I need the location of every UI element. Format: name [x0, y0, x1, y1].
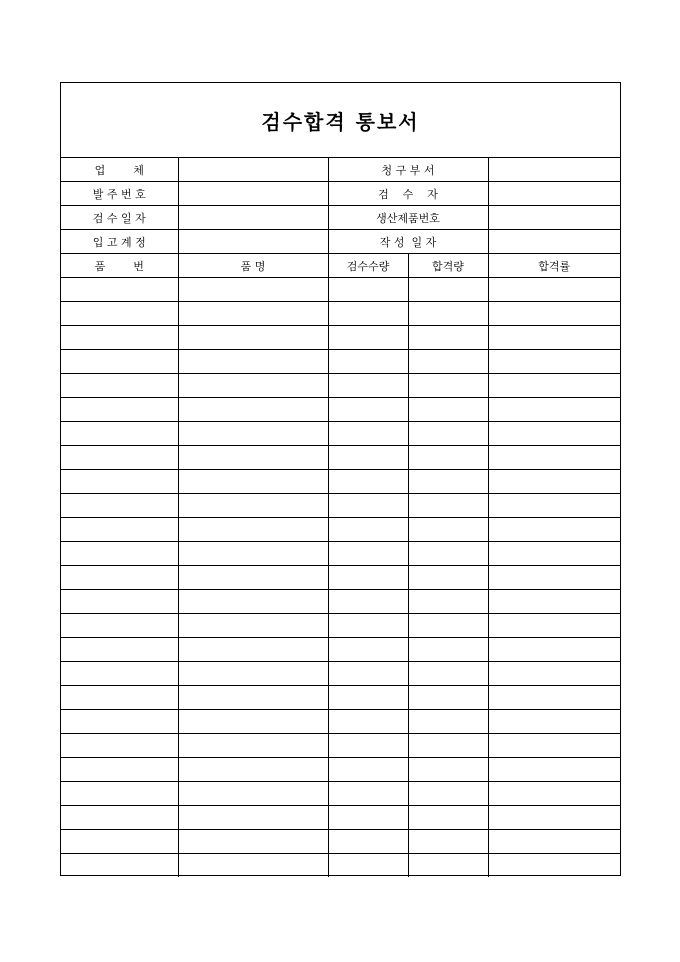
item-name-cell[interactable]: [178, 686, 328, 710]
item-number-cell[interactable]: [61, 422, 178, 446]
item-number-cell[interactable]: [61, 686, 178, 710]
item-name-cell[interactable]: [178, 326, 328, 350]
col-header-item-number: 품 번: [61, 254, 178, 278]
requesting-dept-label: 청 구 부 서: [328, 158, 488, 182]
inspected-qty-cell[interactable]: [328, 830, 408, 854]
item-name-cell[interactable]: [178, 662, 328, 686]
item-name-cell[interactable]: [178, 782, 328, 806]
passed-qty-cell[interactable]: [408, 398, 488, 422]
pass-rate-cell[interactable]: [488, 638, 620, 662]
inspected-qty-cell[interactable]: [328, 758, 408, 782]
inspected-qty-cell[interactable]: [328, 806, 408, 830]
info-row: [61, 230, 620, 254]
table-row: [61, 638, 620, 662]
passed-qty-cell[interactable]: [408, 854, 488, 878]
table-row: [61, 614, 620, 638]
pass-rate-cell[interactable]: [488, 782, 620, 806]
item-name-cell[interactable]: [178, 302, 328, 326]
item-name-cell[interactable]: [178, 422, 328, 446]
item-number-cell[interactable]: [61, 326, 178, 350]
table-row: [61, 734, 620, 758]
item-name-cell[interactable]: [178, 590, 328, 614]
item-name-cell[interactable]: [178, 614, 328, 638]
table-row: [61, 350, 620, 374]
pass-rate-cell[interactable]: [488, 542, 620, 566]
inspected-qty-cell[interactable]: [328, 278, 408, 302]
pass-rate-cell[interactable]: [488, 734, 620, 758]
written-date-value[interactable]: [488, 230, 620, 254]
passed-qty-cell[interactable]: [408, 302, 488, 326]
title-section: [61, 83, 620, 158]
inspected-qty-cell[interactable]: [328, 422, 408, 446]
table-row: [61, 470, 620, 494]
table-row: [61, 782, 620, 806]
item-name-cell[interactable]: [178, 758, 328, 782]
pass-rate-cell[interactable]: [488, 566, 620, 590]
passed-qty-cell[interactable]: [408, 422, 488, 446]
passed-qty-cell[interactable]: [408, 638, 488, 662]
inspected-qty-cell[interactable]: [328, 326, 408, 350]
item-number-cell[interactable]: [61, 374, 178, 398]
item-number-cell[interactable]: [61, 638, 178, 662]
table-row: [61, 854, 620, 878]
item-number-cell[interactable]: [61, 542, 178, 566]
pass-rate-cell[interactable]: [488, 302, 620, 326]
pass-rate-cell[interactable]: [488, 398, 620, 422]
item-number-cell[interactable]: [61, 494, 178, 518]
passed-qty-cell[interactable]: [408, 350, 488, 374]
receipt-account-value[interactable]: [178, 230, 328, 254]
pass-rate-cell[interactable]: [488, 590, 620, 614]
inspected-qty-cell[interactable]: [328, 302, 408, 326]
item-number-cell[interactable]: [61, 590, 178, 614]
passed-qty-cell[interactable]: [408, 830, 488, 854]
passed-qty-cell[interactable]: [408, 614, 488, 638]
table-row: [61, 374, 620, 398]
pass-rate-cell[interactable]: [488, 422, 620, 446]
requesting-dept-value[interactable]: [488, 158, 620, 182]
order-number-value[interactable]: [178, 182, 328, 206]
table-row: [61, 806, 620, 830]
table-row: [61, 662, 620, 686]
pass-rate-cell[interactable]: [488, 758, 620, 782]
info-row: [61, 182, 620, 206]
inspected-qty-cell[interactable]: [328, 590, 408, 614]
document-title: 검수합격 통보서: [261, 109, 420, 134]
inspected-qty-cell[interactable]: [328, 854, 408, 878]
table-row: [61, 758, 620, 782]
passed-qty-cell[interactable]: [408, 278, 488, 302]
inspector-value[interactable]: [488, 182, 620, 206]
item-number-cell[interactable]: [61, 518, 178, 542]
item-number-cell[interactable]: [61, 470, 178, 494]
pass-rate-cell[interactable]: [488, 470, 620, 494]
pass-rate-cell[interactable]: [488, 614, 620, 638]
inspected-qty-cell[interactable]: [328, 350, 408, 374]
item-number-cell[interactable]: [61, 446, 178, 470]
item-number-cell[interactable]: [61, 734, 178, 758]
table-row: [61, 446, 620, 470]
passed-qty-cell[interactable]: [408, 470, 488, 494]
pass-rate-cell[interactable]: [488, 494, 620, 518]
pass-rate-cell[interactable]: [488, 350, 620, 374]
passed-qty-cell[interactable]: [408, 446, 488, 470]
inspected-qty-cell[interactable]: [328, 542, 408, 566]
table-row: [61, 422, 620, 446]
inspected-qty-cell[interactable]: [328, 662, 408, 686]
item-name-cell[interactable]: [178, 806, 328, 830]
info-row: [61, 158, 620, 182]
passed-qty-cell[interactable]: [408, 782, 488, 806]
pass-rate-cell[interactable]: [488, 686, 620, 710]
table-row: [61, 830, 620, 854]
item-number-cell[interactable]: [61, 566, 178, 590]
receipt-account-label: 입 고 계 정: [61, 230, 178, 254]
inspected-qty-cell[interactable]: [328, 614, 408, 638]
inspected-qty-cell[interactable]: [328, 566, 408, 590]
passed-qty-cell[interactable]: [408, 518, 488, 542]
inspection-date-value[interactable]: [178, 206, 328, 230]
item-number-cell[interactable]: [61, 662, 178, 686]
table-row: [61, 566, 620, 590]
pass-rate-cell[interactable]: [488, 518, 620, 542]
item-name-cell[interactable]: [178, 446, 328, 470]
table-row: [61, 494, 620, 518]
item-number-cell[interactable]: [61, 782, 178, 806]
passed-qty-cell[interactable]: [408, 710, 488, 734]
inspected-qty-cell[interactable]: [328, 710, 408, 734]
item-name-cell[interactable]: [178, 470, 328, 494]
pass-rate-cell[interactable]: [488, 830, 620, 854]
item-number-cell[interactable]: [61, 398, 178, 422]
passed-qty-cell[interactable]: [408, 566, 488, 590]
inspected-qty-cell[interactable]: [328, 446, 408, 470]
pass-rate-cell[interactable]: [488, 710, 620, 734]
item-name-cell[interactable]: [178, 542, 328, 566]
inspection-date-label: 검 수 일 자: [61, 206, 178, 230]
inspector-label: 검 수 자: [328, 182, 488, 206]
item-name-cell[interactable]: [178, 278, 328, 302]
form-table: [61, 158, 620, 877]
passed-qty-cell[interactable]: [408, 374, 488, 398]
inspected-qty-cell[interactable]: [328, 470, 408, 494]
item-number-cell[interactable]: [61, 854, 178, 878]
inspected-qty-cell[interactable]: [328, 638, 408, 662]
item-name-cell[interactable]: [178, 638, 328, 662]
table-row: [61, 542, 620, 566]
table-row: [61, 278, 620, 302]
item-name-cell[interactable]: [178, 374, 328, 398]
pass-rate-cell[interactable]: [488, 446, 620, 470]
table-row: [61, 398, 620, 422]
item-name-cell[interactable]: [178, 494, 328, 518]
pass-rate-cell[interactable]: [488, 326, 620, 350]
inspected-qty-cell[interactable]: [328, 398, 408, 422]
inspected-qty-cell[interactable]: [328, 518, 408, 542]
passed-qty-cell[interactable]: [408, 590, 488, 614]
passed-qty-cell[interactable]: [408, 686, 488, 710]
item-name-cell[interactable]: [178, 830, 328, 854]
info-row: [61, 206, 620, 230]
inspected-qty-cell[interactable]: [328, 686, 408, 710]
pass-rate-cell[interactable]: [488, 374, 620, 398]
inspection-pass-notice-form: [60, 82, 621, 876]
item-number-cell[interactable]: [61, 710, 178, 734]
table-row: [61, 518, 620, 542]
item-name-cell[interactable]: [178, 734, 328, 758]
passed-qty-cell[interactable]: [408, 662, 488, 686]
col-header-pass-rate: 합격률: [488, 254, 620, 278]
col-header-inspected-qty: 검수수량: [328, 254, 408, 278]
pass-rate-cell[interactable]: [488, 854, 620, 878]
column-header-row: [61, 254, 620, 278]
vendor-value[interactable]: [178, 158, 328, 182]
item-name-cell[interactable]: [178, 710, 328, 734]
inspected-qty-cell[interactable]: [328, 374, 408, 398]
pass-rate-cell[interactable]: [488, 662, 620, 686]
product-number-value[interactable]: [488, 206, 620, 230]
passed-qty-cell[interactable]: [408, 494, 488, 518]
inspected-qty-cell[interactable]: [328, 734, 408, 758]
product-number-label: 생산제품번호: [328, 206, 488, 230]
table-row: [61, 302, 620, 326]
passed-qty-cell[interactable]: [408, 542, 488, 566]
col-header-passed-qty: 합격량: [408, 254, 488, 278]
passed-qty-cell[interactable]: [408, 758, 488, 782]
item-name-cell[interactable]: [178, 566, 328, 590]
item-number-cell[interactable]: [61, 302, 178, 326]
table-row: [61, 710, 620, 734]
inspected-qty-cell[interactable]: [328, 494, 408, 518]
order-number-label: 발 주 번 호: [61, 182, 178, 206]
table-row: [61, 590, 620, 614]
item-number-cell[interactable]: [61, 758, 178, 782]
item-name-cell[interactable]: [178, 398, 328, 422]
vendor-label: 업 체: [61, 158, 178, 182]
col-header-item-name: 품 명: [178, 254, 328, 278]
item-name-cell[interactable]: [178, 350, 328, 374]
pass-rate-cell[interactable]: [488, 278, 620, 302]
passed-qty-cell[interactable]: [408, 734, 488, 758]
passed-qty-cell[interactable]: [408, 326, 488, 350]
item-number-cell[interactable]: [61, 806, 178, 830]
table-row: [61, 326, 620, 350]
passed-qty-cell[interactable]: [408, 806, 488, 830]
item-name-cell[interactable]: [178, 518, 328, 542]
item-number-cell[interactable]: [61, 614, 178, 638]
item-number-cell[interactable]: [61, 278, 178, 302]
written-date-label: 작 성 일 자: [328, 230, 488, 254]
inspected-qty-cell[interactable]: [328, 782, 408, 806]
table-row: [61, 686, 620, 710]
item-number-cell[interactable]: [61, 350, 178, 374]
item-name-cell[interactable]: [178, 854, 328, 878]
item-number-cell[interactable]: [61, 830, 178, 854]
pass-rate-cell[interactable]: [488, 806, 620, 830]
